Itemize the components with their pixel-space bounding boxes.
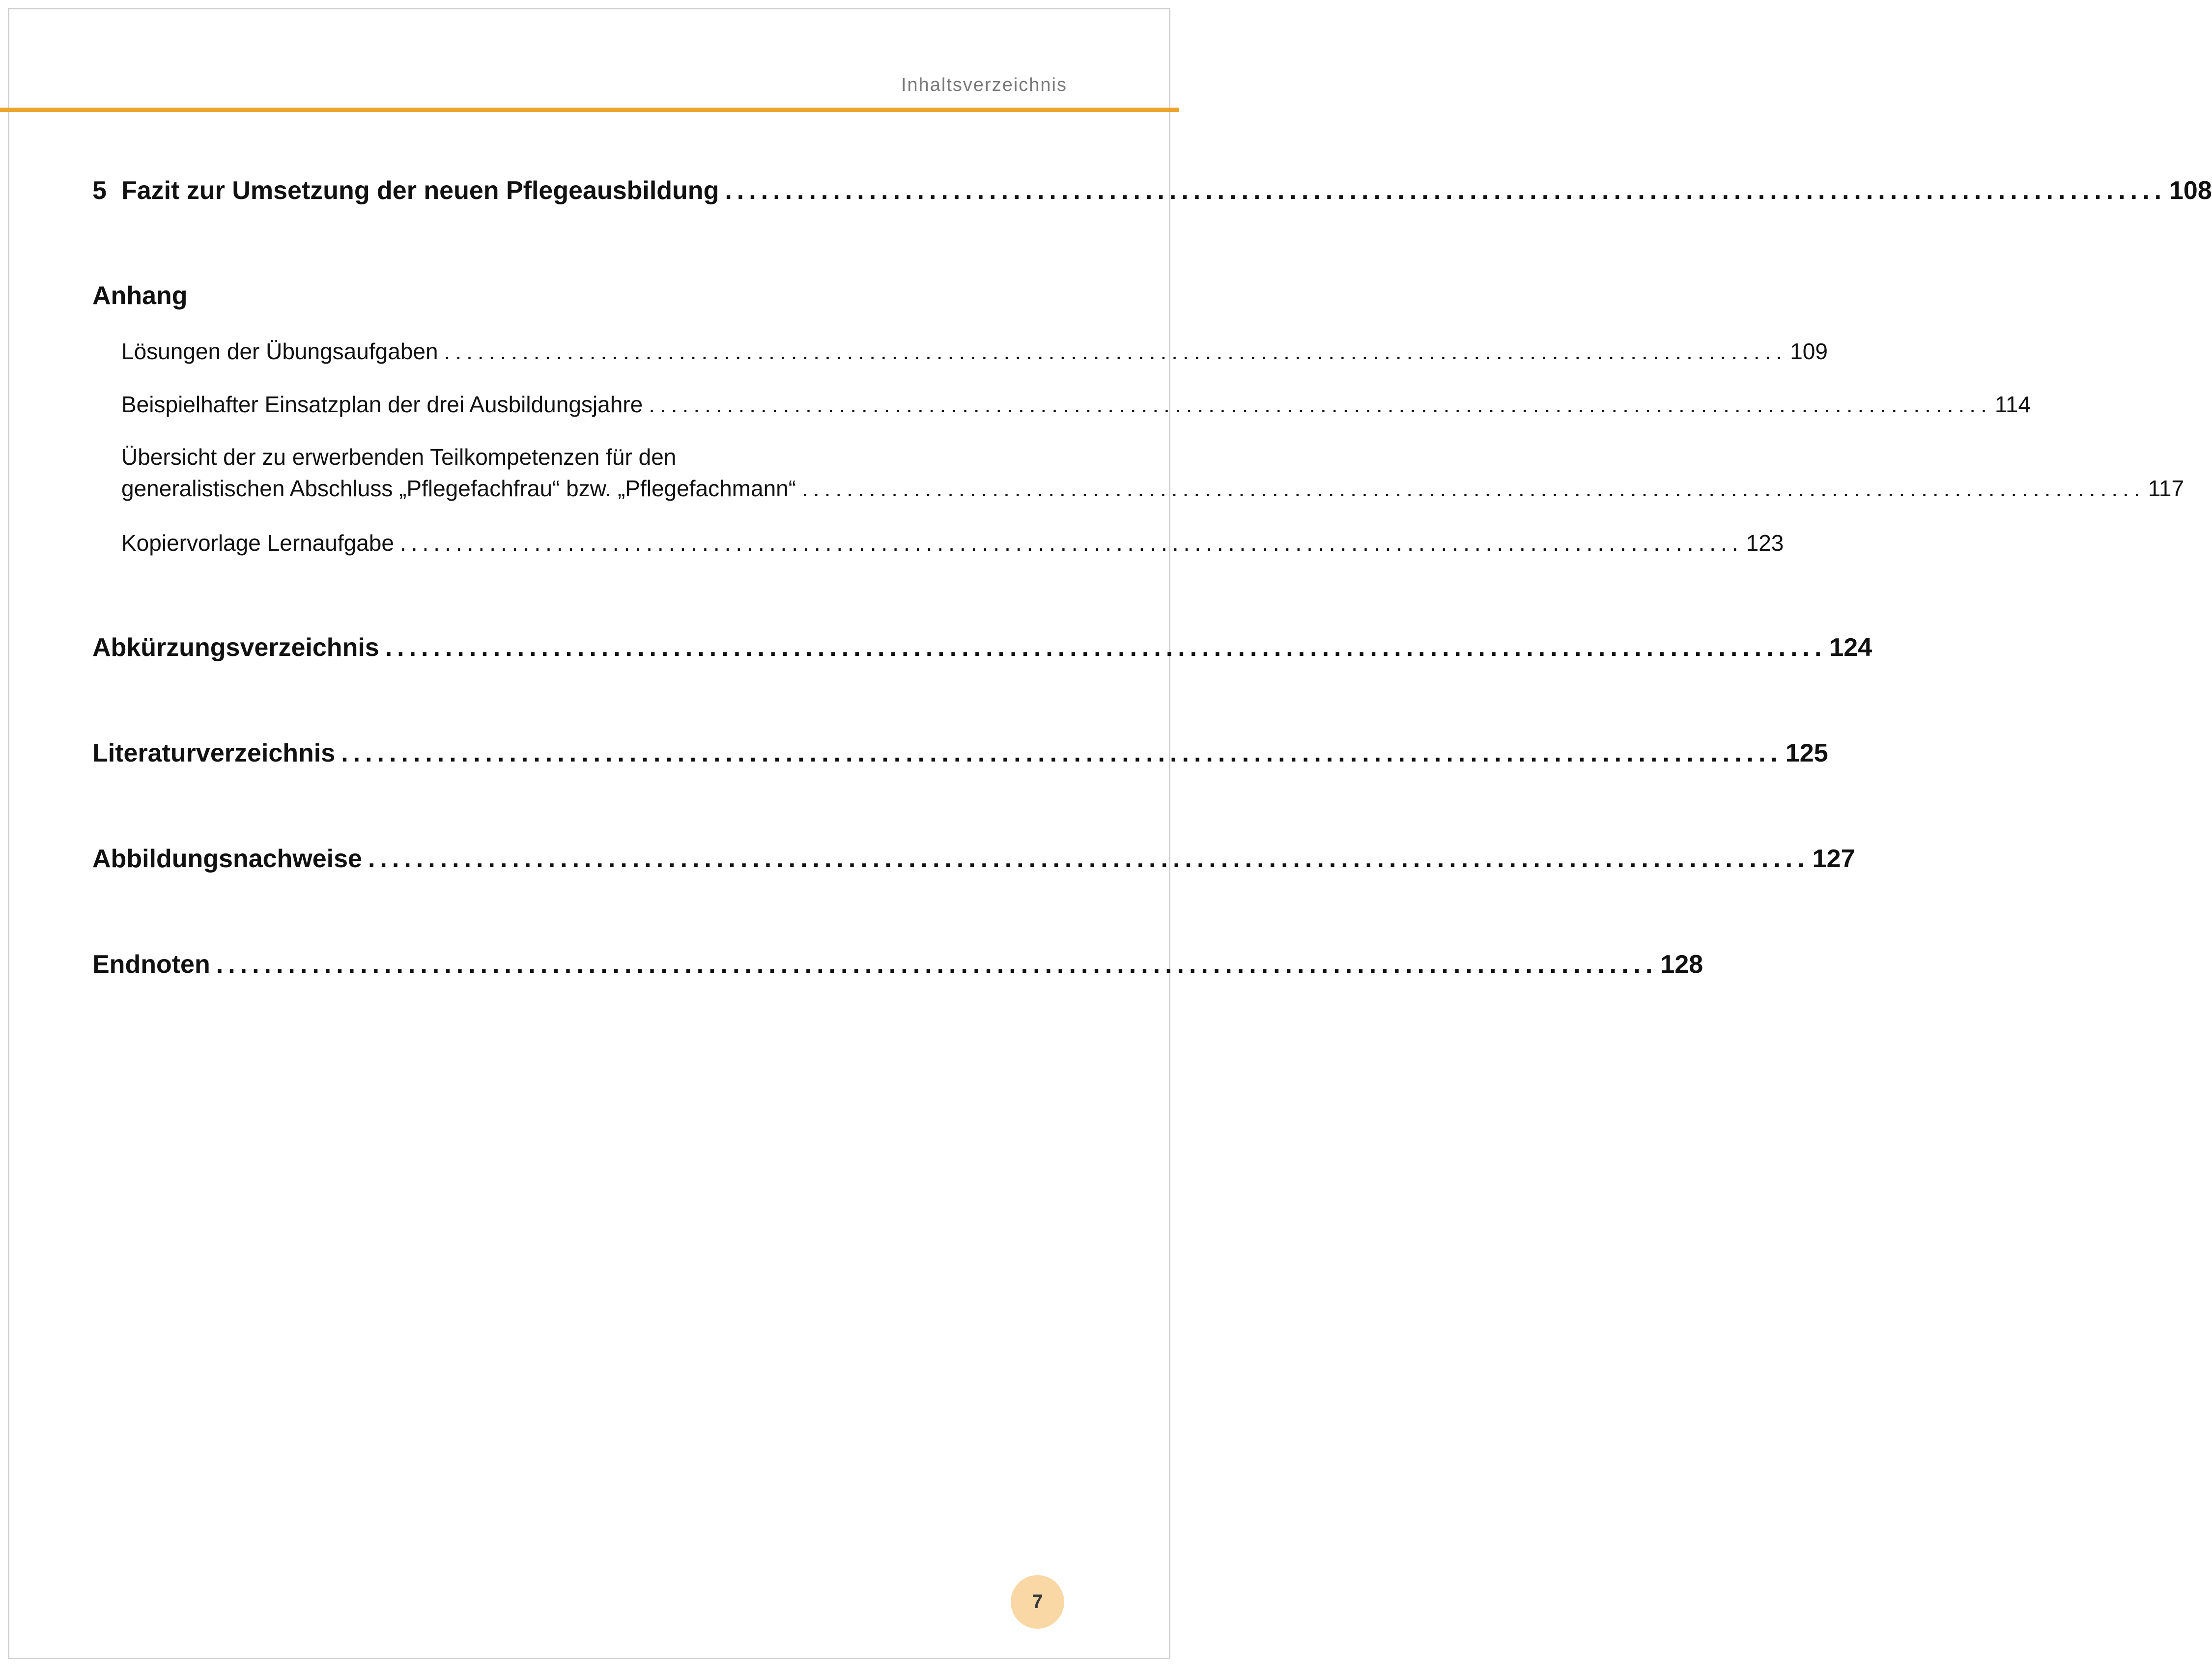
toc-entry-endnotes[interactable] (92, 950, 1703, 979)
toc-entry-appendix-template[interactable] (121, 530, 1784, 556)
toc-entry-image-credits[interactable] (92, 844, 1855, 874)
toc-page-number: 125 (1785, 739, 1828, 767)
toc-leader-dots: ........................................................................................................................ (725, 176, 2167, 205)
toc-entry-title: Abkürzungsverzeichnis (92, 633, 379, 662)
toc-entry-title: Endnoten (92, 950, 210, 979)
toc-entry-title: Beispielhafter Einsatzplan der drei Ausbildungsjahre (121, 392, 643, 417)
toc-page-number: 109 (1790, 339, 1828, 364)
toc-leader-dots: ........................................................................................................................ (399, 530, 1743, 556)
toc-heading-appendix: Anhang (92, 282, 188, 310)
toc-entry-appendix-solutions[interactable] (121, 338, 1828, 365)
toc-page-number: 108 (2169, 176, 2212, 205)
toc-leader-dots: ........................................................................................................................ (368, 845, 1810, 873)
running-head: Inhaltsverzeichnis (901, 75, 1067, 95)
toc-entry-title: Lösungen der Übungsaufgaben (121, 339, 438, 364)
toc-page-number: 127 (1812, 845, 1855, 873)
page-frame (8, 8, 1170, 1659)
toc-page-number: 114 (1994, 392, 2031, 417)
toc-entry-title-line-2: generalistischen Abschluss „Pflegefachfrau“ bzw. „Pflegefachmann“ (121, 476, 796, 501)
toc-entry-title-line-1: Übersicht der zu erwerbenden Teilkompetenzen für den (121, 444, 677, 470)
toc-leader-dots: ........................................................................................................................ (216, 950, 1658, 979)
header-accent-rule (0, 108, 1179, 112)
toc-page-number: 117 (2148, 476, 2184, 501)
toc-entry-title: Kopiervorlage Lernaufgabe (121, 530, 394, 556)
page-number-badge: 7 (1011, 1575, 1064, 1629)
toc-entry-chapter-5[interactable] (92, 176, 2212, 205)
toc-chapter-number: 5 (92, 176, 107, 205)
toc-page-number: 124 (1829, 633, 1872, 662)
toc-entry-bibliography[interactable] (92, 738, 1828, 768)
toc-leader-dots: ........................................................................................................................ (802, 476, 2145, 501)
toc-entry-title: Abbildungsnachweise (92, 845, 362, 873)
toc-leader-dots: ........................................................................................................................ (649, 392, 1992, 417)
toc-leader-dots: ........................................................................................................................ (444, 339, 1787, 364)
toc-leader-dots: ........................................................................................................................ (341, 739, 1783, 767)
toc-entry-appendix-competencies[interactable] (121, 444, 2184, 502)
toc-entry-title: Literaturverzeichnis (92, 739, 336, 767)
toc-entry-title: Fazit zur Umsetzung der neuen Pflegeausbildung (121, 176, 719, 205)
toc-page-number: 128 (1660, 950, 1703, 979)
toc-leader-dots: ........................................................................................................................ (385, 633, 1827, 662)
toc-entry-appendix-schedule[interactable] (121, 391, 2031, 418)
toc-entry-abbreviations[interactable] (92, 633, 1872, 662)
toc-page-number: 123 (1746, 530, 1784, 556)
